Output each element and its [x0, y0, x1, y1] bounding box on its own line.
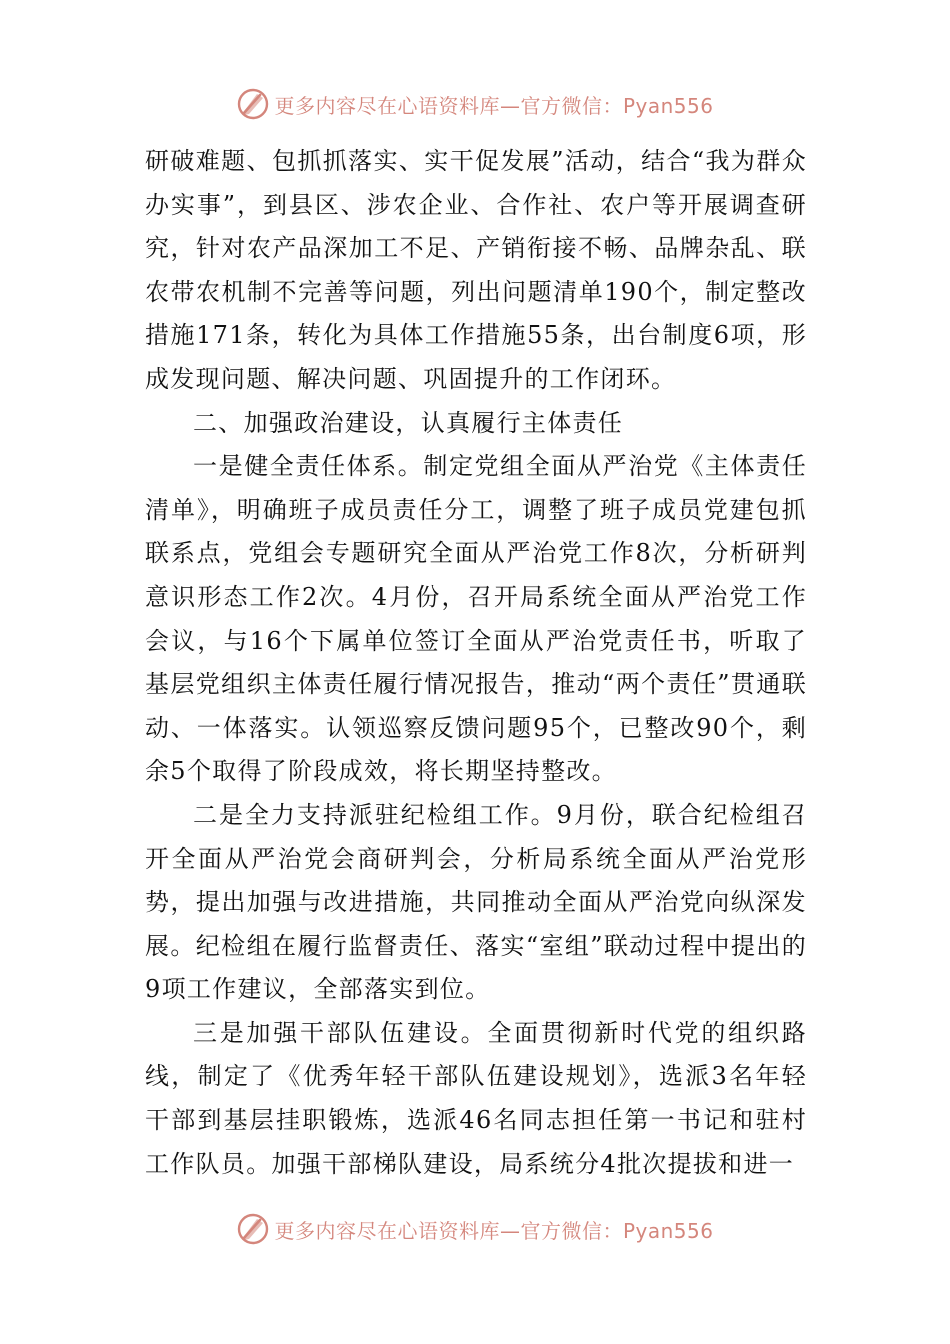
pen-logo-icon	[236, 87, 270, 121]
document-body	[145, 140, 807, 1186]
pen-logo-icon	[236, 1212, 270, 1246]
watermark-text: 更多内容尽在心语资料库—官方微信：Pyan556	[274, 1218, 714, 1243]
paragraph-continuation: 研破难题、包抓抓落实、实干促发展”活动，结合“我为群众办实事”，到县区、涉农企业、合作社、农户等开展调查研究，针对农产品深加工不足、产销衔接不畅、品牌杂乱、联农带农机制不完善等问题，列出问题清单190个，制定整改措施171条，转化为具体工作措施55条，出台制度6项，形成发现问题、解决问题、巩固提升的工作闭环。	[145, 147, 807, 393]
watermark-text: 更多内容尽在心语资料库—官方微信：Pyan556	[274, 93, 714, 118]
watermark-header	[0, 84, 950, 124]
paragraph: 三是加强干部队伍建设。全面贯彻新时代党的组织路线，制定了《优秀年轻干部队伍建设规划》，选派3名年轻干部到基层挂职锻炼，选派46名同志担任第一书记和驻村工作队员。加强干部梯队建设，局系统分4批次提拔和进一	[145, 1018, 807, 1178]
watermark-footer	[0, 1209, 950, 1249]
paragraph: 一是健全责任体系。制定党组全面从严治党《主体责任清单》，明确班子成员责任分工，调整了班子成员党建包抓联系点，党组会专题研究全面从严治党工作8次，分析研判意识形态工作2次。4月份，召开局系统全面从严治党工作会议，与16个下属单位签订全面从严治党责任书，听取了基层党组织主体责任履行情况报告，推动“两个责任”贯通联动、一体落实。认领巡察反馈问题95个，已整改90个，剩余5个取得了阶段成效，将长期坚持整改。	[145, 452, 807, 786]
section-heading: 二、加强政治建设，认真履行主体责任	[193, 408, 624, 437]
paragraph: 二是全力支持派驻纪检组工作。9月份，联合纪检组召开全面从严治党会商研判会，分析局系统全面从严治党形势，提出加强与改进措施，共同推动全面从严治党向纵深发展。纪检组在履行监督责任、落实“室组”联动过程中提出的9项工作建议，全部落实到位。	[145, 800, 807, 1004]
